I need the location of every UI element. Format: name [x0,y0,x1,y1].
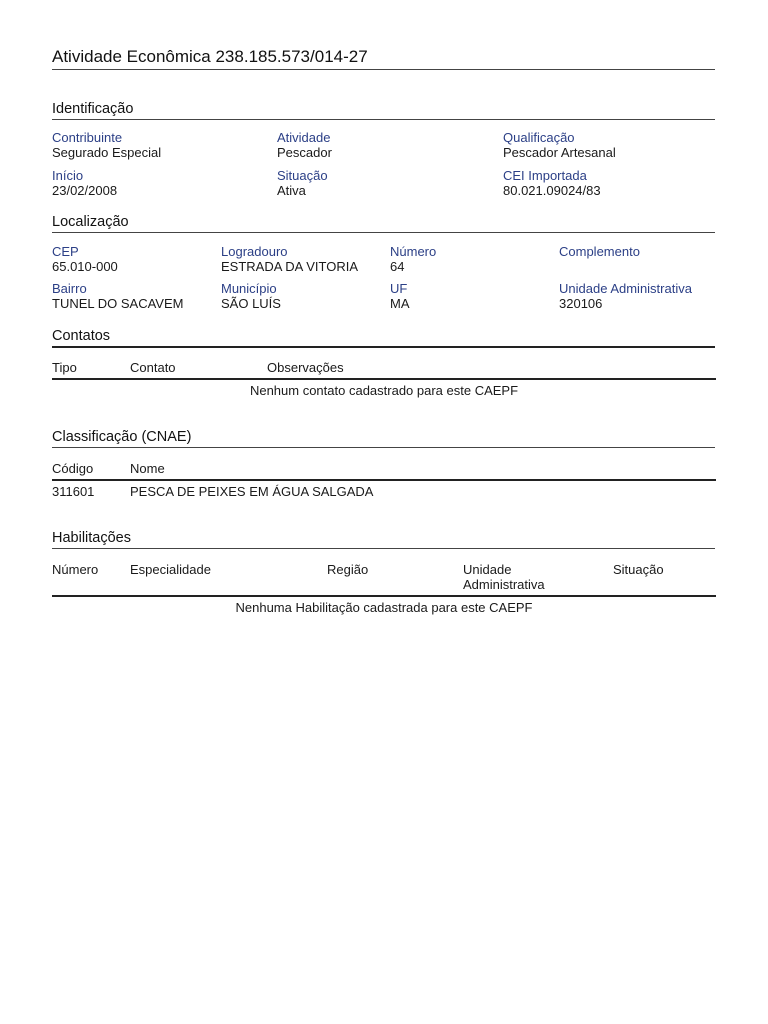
field-value: MA [390,296,410,311]
field-unidade-administrativa [559,281,692,311]
section-title-habilitacoes: Habilitações [52,529,715,549]
field-label: Logradouro [221,244,288,259]
field-cep [52,244,118,274]
field-qualificacao [503,130,616,160]
section-habilitacoes [52,529,715,549]
cnae-nome-cell: PESCA DE PEIXES EM ÁGUA SALGADA [130,484,374,499]
field-value: Ativa [277,183,306,198]
column-header-especialidade: Especialidade [130,562,211,577]
column-header-unidade: Unidade [463,562,512,577]
field-logradouro [221,244,358,274]
field-value: ESTRADA DA VITORIA [221,259,359,274]
section-title-cnae: Classificação (CNAE) [52,428,715,448]
section-contatos [52,327,715,348]
contatos-table-header [52,360,716,380]
cnae-table-header [52,461,716,481]
field-label: CEI Importada [503,168,587,183]
field-complemento [559,244,640,259]
section-localizacao [52,213,715,233]
field-label: Unidade Administrativa [559,281,692,296]
section-title-contatos: Contatos [52,327,715,348]
column-header-contato: Contato [130,360,176,375]
column-header-observacoes: Observações [267,360,344,375]
contatos-empty-message: Nenhum contato cadastrado para este CAEPF [249,383,519,398]
field-atividade [277,130,332,160]
field-bairro [52,281,183,311]
column-header-administrativa: Administrativa [463,577,545,592]
column-header-codigo: Código [52,461,94,476]
field-label: Complemento [559,244,640,259]
field-cei-importada [503,168,601,198]
field-numero [390,244,436,274]
field-value: 65.010-000 [52,259,118,274]
field-label: Situação [277,168,328,183]
field-municipio [221,281,281,311]
field-value: Pescador Artesanal [503,145,616,160]
habilitacoes-empty-message: Nenhuma Habilitação cadastrada para este CAEPF [235,600,533,615]
field-value: TUNEL DO SACAVEM [52,296,184,311]
field-value: SÃO LUÍS [221,296,281,311]
column-header-numero: Número [52,562,99,577]
section-title-identificacao: Identificação [52,100,715,120]
field-label: Início [52,168,84,183]
column-header-situacao: Situação [613,562,664,577]
column-header-regiao: Região [327,562,369,577]
section-title-localizacao: Localização [52,213,715,233]
field-value: 80.021.09024/83 [503,183,601,198]
field-label: Atividade [277,130,331,145]
field-contribuinte [52,130,161,160]
column-header-tipo: Tipo [52,360,77,375]
field-value: 320106 [559,296,603,311]
field-label: UF [390,281,408,296]
field-value: Pescador [277,145,332,160]
field-value: Segurado Especial [52,145,162,160]
field-value: 64 [390,259,405,274]
field-label: Contribuinte [52,130,123,145]
page-title: Atividade Econômica 238.185.573/014-27 [52,46,715,70]
field-uf [390,281,410,311]
cnae-codigo-cell: 311601 [52,484,95,499]
field-label: Bairro [52,281,87,296]
section-cnae [52,428,715,448]
field-label: Qualificação [503,130,575,145]
table-row [52,484,716,499]
field-label: CEP [52,244,79,259]
field-label: Município [221,281,277,296]
column-header-nome: Nome [130,461,165,476]
habilitacoes-table-header [52,562,716,597]
field-value: 23/02/2008 [52,183,118,198]
field-label: Número [390,244,437,259]
field-inicio [52,168,117,198]
section-identificacao [52,100,715,120]
field-situacao [277,168,328,198]
